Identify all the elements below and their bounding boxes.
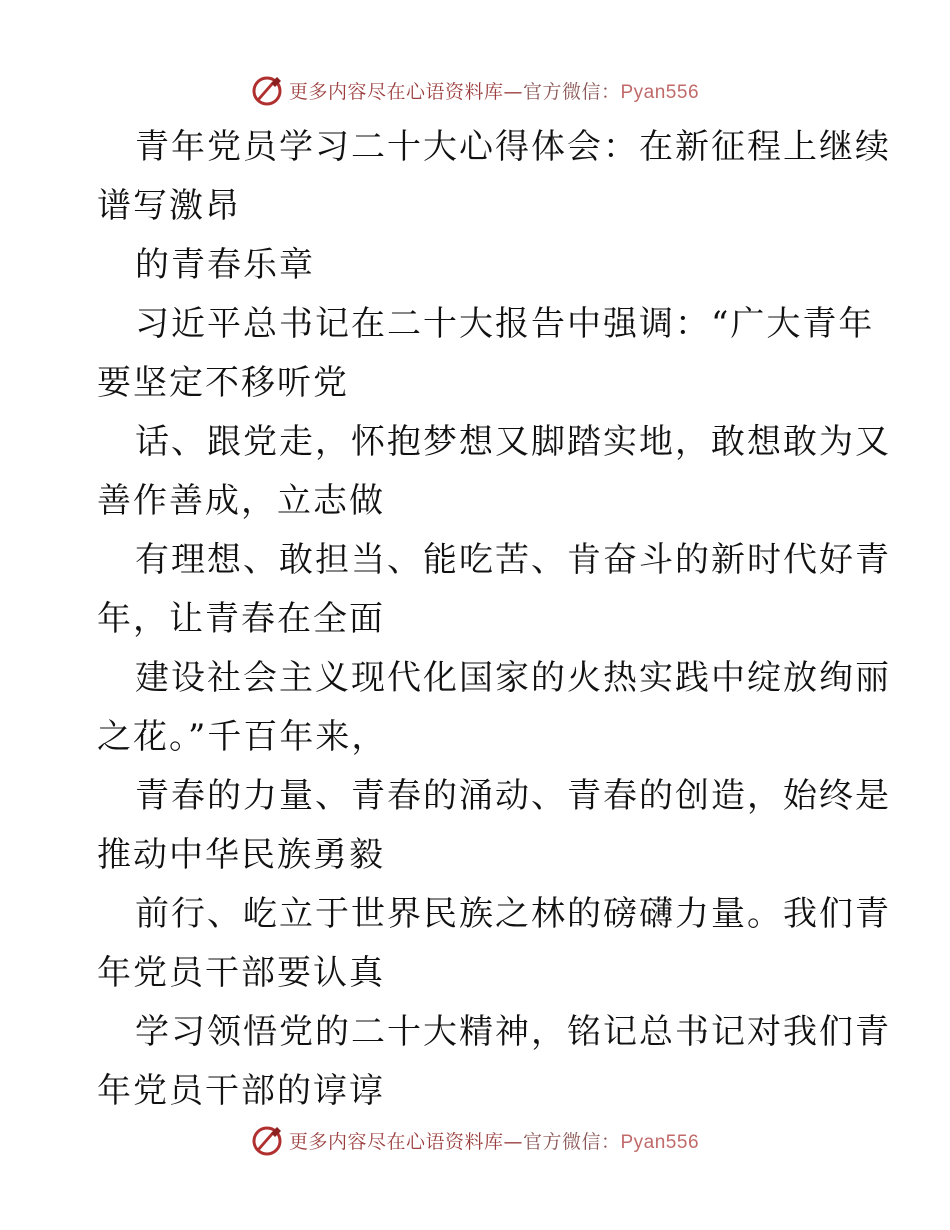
document-line: 建设社会主义现代化国家的火热实践中绽放绚丽 (135, 658, 891, 698)
document-line: 推动中华民族勇毅 (97, 835, 385, 875)
document-line: 青年党员学习二十大心得体会：在新征程上继续 (135, 127, 891, 167)
document-line: 前行、屹立于世界民族之林的磅礴力量。我们青 (135, 894, 891, 934)
document-line: 有理想、敢担当、能吃苦、肯奋斗的新时代好青 (135, 540, 891, 580)
document-line: 善作善成，立志做 (97, 481, 385, 521)
document-body (97, 118, 891, 1121)
document-line: 要坚定不移听党 (97, 363, 349, 403)
document-line: 年党员干部要认真 (97, 953, 385, 993)
document-line: 学习领悟党的二十大精神，铭记总书记对我们青 (135, 1012, 891, 1052)
document-line: 年，让青春在全面 (97, 599, 385, 639)
document-line: 的青春乐章 (135, 245, 315, 285)
banner-text (289, 1127, 699, 1154)
banner-separator: — (503, 1130, 523, 1153)
document-line: 年党员干部的谆谆 (97, 1071, 385, 1111)
footer-banner (0, 1120, 950, 1160)
banner-main-text: 更多内容尽在心语资料库 (288, 80, 504, 103)
document-line: 之花。”千百年来， (97, 717, 388, 757)
banner-wechat-id: Pyan556 (620, 81, 700, 103)
document-line: 话、跟党走，怀抱梦想又脚踏实地，敢想敢为又 (135, 422, 891, 462)
document-line: 青春的力量、青春的涌动、青春的创造，始终是 (135, 776, 891, 816)
banner-wechat-label: 官方微信： (522, 1130, 621, 1153)
banner-text (289, 77, 699, 104)
banner-wechat-label: 官方微信： (522, 80, 621, 103)
document-line: 习近平总书记在二十大报告中强调：“广大青年 (135, 304, 875, 344)
pen-logo-icon (251, 1123, 285, 1157)
banner-main-text: 更多内容尽在心语资料库 (288, 1130, 504, 1153)
document-line: 谱写激昂 (97, 186, 241, 226)
banner-separator: — (503, 80, 523, 103)
banner-wechat-id: Pyan556 (620, 1131, 700, 1153)
header-banner (0, 70, 950, 110)
pen-logo-icon (251, 73, 285, 107)
